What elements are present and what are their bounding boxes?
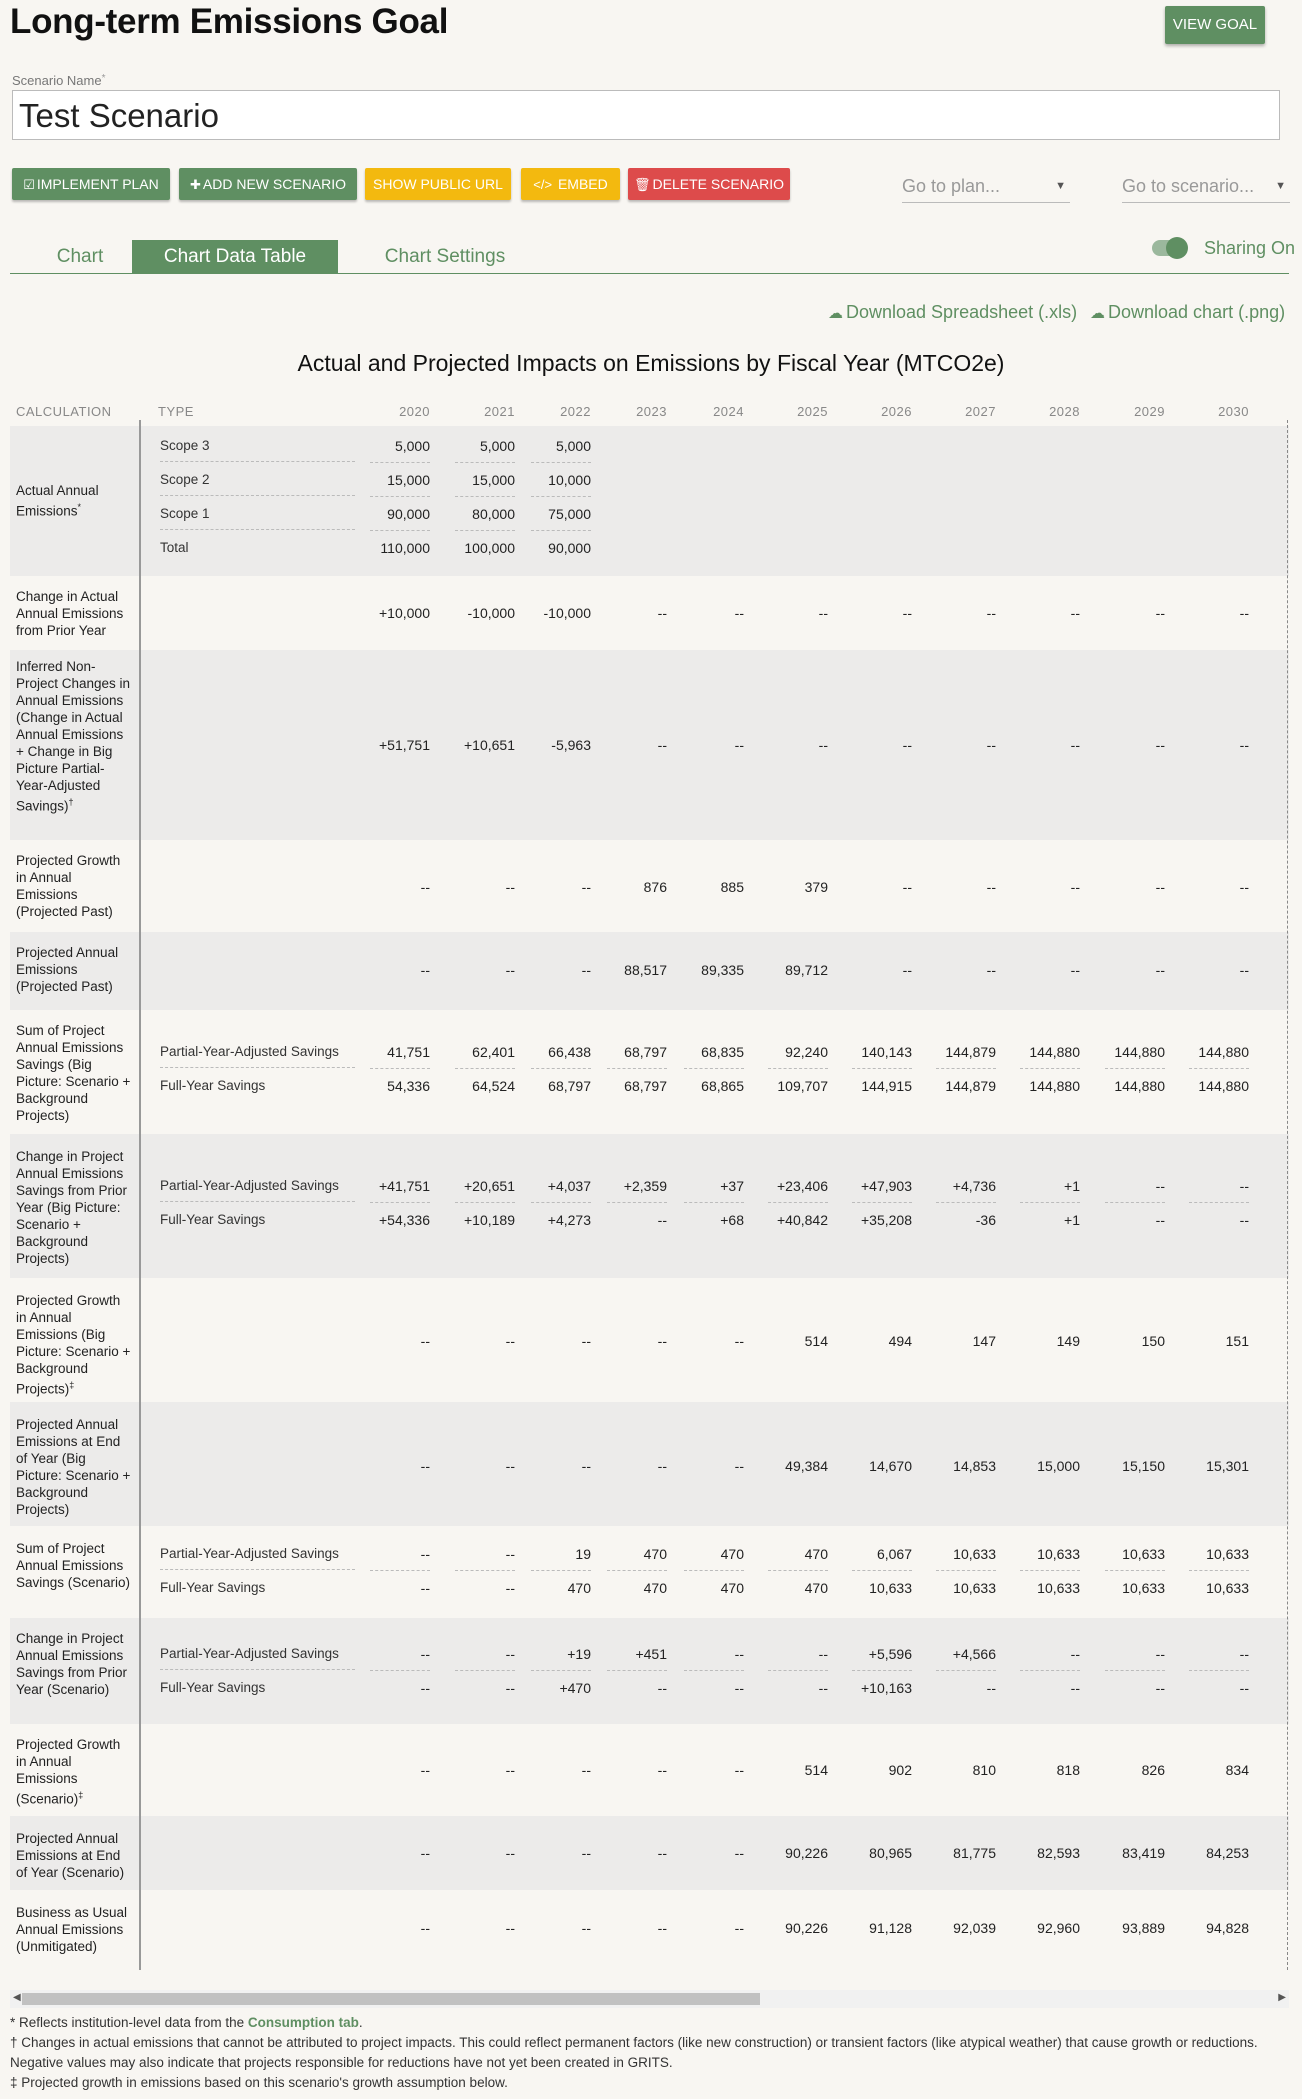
scenario-name-label: Scenario Name* <box>12 73 106 88</box>
checkbox-icon: ☑ <box>23 177 35 192</box>
table-cell: 62,401 <box>455 1044 515 1069</box>
row-label <box>16 944 131 995</box>
table-cell: 818 <box>1056 1762 1080 1778</box>
row-label-text: Inferred Non-Project Changes in Annual Emissions (Change in Actual Annual Emissions + Change in Big Picture Partial-Year-Adjusted Savings) <box>16 659 131 814</box>
row-label <box>16 588 131 639</box>
table-cell: 144,880 <box>1020 1044 1080 1069</box>
table-cell: -- <box>657 737 667 753</box>
row-label-text: Projected Annual Emissions at End of Year (Scenario) <box>16 1831 125 1880</box>
table-cell: 10,633 <box>1105 1546 1165 1571</box>
header-year-2029: 2029 <box>1134 404 1165 419</box>
table-cell: -- <box>1070 1680 1080 1696</box>
footnote-mark: * <box>77 502 82 512</box>
row-label-text: Sum of Project Annual Emissions Savings (Scenario) <box>16 1541 131 1590</box>
table-cell: -- <box>986 737 996 753</box>
table-cell: +451 <box>607 1646 667 1671</box>
header-year-2025: 2025 <box>797 404 828 419</box>
table-cell: -- <box>420 1845 430 1861</box>
table-cell: -- <box>505 879 515 895</box>
download-chart-link[interactable]: ☁ Download chart (.png) <box>1090 300 1285 326</box>
table-cell: +10,163 <box>861 1680 912 1696</box>
tab-bar <box>10 240 1289 274</box>
table-cell: 834 <box>1225 1762 1249 1778</box>
table-cell: -- <box>986 1680 996 1696</box>
table-cell: 83,419 <box>1122 1845 1165 1861</box>
row-type: Partial-Year-Adjusted Savings <box>160 1546 355 1570</box>
footnote-mark: ‡ <box>78 1790 84 1800</box>
table-cell: -- <box>986 962 996 978</box>
table-cell: 89,335 <box>701 962 744 978</box>
table-cell: 10,633 <box>1206 1580 1249 1596</box>
row-type: Total <box>160 540 189 555</box>
footnote-mark: ‡ <box>69 1380 75 1390</box>
table-cell: +20,651 <box>455 1178 515 1203</box>
row-type: Scope 2 <box>160 472 355 496</box>
row-label <box>16 852 131 920</box>
tab-chart[interactable]: Chart <box>56 246 104 267</box>
tab-chart-data-table[interactable]: Chart Data Table <box>132 240 338 273</box>
header-year-2030: 2030 <box>1218 404 1249 419</box>
add-scenario-button[interactable]: ✚ ADD NEW SCENARIO <box>179 168 357 200</box>
caret-down-icon: ▼ <box>1055 180 1066 192</box>
table-cell: -36 <box>975 1212 996 1228</box>
table-cell: +4,566 <box>936 1646 996 1671</box>
table-cell: -- <box>1155 962 1165 978</box>
table-cell: -- <box>657 1680 667 1696</box>
table-cell: 149 <box>1056 1333 1080 1349</box>
scrollbar-thumb[interactable] <box>22 1993 760 2005</box>
table-cell: 93,889 <box>1122 1920 1165 1936</box>
toggle-knob <box>1166 237 1188 259</box>
table-cell: 470 <box>804 1580 828 1596</box>
table-cell: 54,336 <box>387 1078 430 1094</box>
table-cell: 470 <box>684 1546 744 1571</box>
table-cell: 88,517 <box>624 962 667 978</box>
table-cell: 150 <box>1141 1333 1165 1349</box>
scroll-left-icon[interactable]: ◀ <box>13 1992 21 2003</box>
table-cell: 144,880 <box>1189 1044 1249 1069</box>
table-cell: -- <box>1189 1646 1249 1671</box>
table-cell: -- <box>505 1762 515 1778</box>
table-cell: 494 <box>888 1333 912 1349</box>
table-cell: 144,880 <box>1198 1078 1249 1094</box>
table-cell: -- <box>505 1680 515 1696</box>
horizontal-scrollbar[interactable] <box>10 1990 1289 2008</box>
row-type: Full-Year Savings <box>160 1580 266 1595</box>
table-cell: +41,751 <box>370 1178 430 1203</box>
table-row <box>10 1134 1289 1278</box>
table-cell: 19 <box>531 1546 591 1571</box>
table-cell: +68 <box>720 1212 744 1228</box>
footnote-mark: † <box>68 797 74 807</box>
table-cell: 826 <box>1141 1762 1165 1778</box>
table-cell: 5,000 <box>531 438 591 463</box>
row-label-text: Change in Project Annual Emissions Savings from Prior Year (Scenario) <box>16 1631 128 1697</box>
table-cell: -- <box>1105 1646 1165 1671</box>
scenario-name-input[interactable]: Test Scenario <box>12 90 1280 140</box>
row-label-text: Sum of Project Annual Emissions Savings (Big Picture: Scenario + Background Projects) <box>16 1023 131 1123</box>
row-type: Partial-Year-Adjusted Savings <box>160 1044 355 1068</box>
embed-button[interactable]: </> EMBED <box>521 168 620 200</box>
table-cell: -- <box>734 1680 744 1696</box>
table-cell: 80,965 <box>869 1845 912 1861</box>
header-year-2028: 2028 <box>1049 404 1080 419</box>
table-cell: 15,150 <box>1122 1458 1165 1474</box>
table-cell: -- <box>505 1920 515 1936</box>
sharing-toggle[interactable] <box>1152 240 1186 256</box>
table-cell: 470 <box>643 1580 667 1596</box>
header-year-2024: 2024 <box>713 404 744 419</box>
table-cell: 885 <box>720 879 744 895</box>
row-label-text: Business as Usual Annual Emissions (Unmitigated) <box>16 1905 128 1954</box>
table-cell: 68,835 <box>684 1044 744 1069</box>
table-cell: -- <box>734 1458 744 1474</box>
table-cell: -- <box>657 1845 667 1861</box>
footnote-double-dagger: ‡ Projected growth in emissions based on this scenario's growth assumption below. <box>10 2075 508 2090</box>
table-cell: -- <box>1155 1680 1165 1696</box>
row-label-text: Change in Actual Annual Emissions from Prior Year <box>16 589 124 638</box>
table-cell: -- <box>370 1546 430 1571</box>
table-cell: 10,633 <box>869 1580 912 1596</box>
table-cell: +4,273 <box>547 1212 591 1228</box>
tab-chart-settings[interactable]: Chart Settings <box>384 246 506 267</box>
go-to-plan-select[interactable]: Go to plan... ▼ <box>902 172 1070 203</box>
table-cell: 144,880 <box>1114 1078 1165 1094</box>
table-cell: -- <box>370 1646 430 1671</box>
table-cell: -- <box>818 1680 828 1696</box>
row-type: Full-Year Savings <box>160 1212 266 1227</box>
table-cell: -- <box>902 962 912 978</box>
row-label <box>16 1148 131 1267</box>
row-label <box>16 1292 131 1398</box>
table-cell: -- <box>986 879 996 895</box>
table-cell: 470 <box>607 1546 667 1571</box>
row-type: Scope 1 <box>160 506 355 530</box>
sharing-label: Sharing On <box>1204 238 1296 258</box>
table-cell: 15,000 <box>1037 1458 1080 1474</box>
table-cell: -- <box>1155 879 1165 895</box>
table-cell: 5,000 <box>370 438 430 463</box>
table-cell: -- <box>1155 605 1165 621</box>
table-cell: -- <box>1239 879 1249 895</box>
table-cell: +35,208 <box>861 1212 912 1228</box>
table-cell: -- <box>1070 737 1080 753</box>
table-cell: 151 <box>1225 1333 1249 1349</box>
table-cell: 90,000 <box>370 506 430 531</box>
table-cell: 41,751 <box>370 1044 430 1069</box>
table-cell: +10,189 <box>464 1212 515 1228</box>
row-label-text: Projected Growth in Annual Emissions (Big Picture: Scenario + Background Projects) <box>16 1293 131 1397</box>
table-cell: -- <box>818 737 828 753</box>
table-cell: 144,879 <box>936 1044 996 1069</box>
table-cell: -- <box>657 1333 667 1349</box>
table-cell: -- <box>420 1920 430 1936</box>
row-type: Partial-Year-Adjusted Savings <box>160 1178 355 1202</box>
implement-plan-button[interactable]: ☑ IMPLEMENT PLAN <box>12 168 170 200</box>
table-cell: 902 <box>888 1762 912 1778</box>
table-cell: 14,853 <box>953 1458 996 1474</box>
table-cell: 49,384 <box>785 1458 828 1474</box>
table-cell: 90,226 <box>785 1845 828 1861</box>
table-cell: 109,707 <box>777 1078 828 1094</box>
table-cell: -- <box>455 1546 515 1571</box>
table-cell: 6,067 <box>852 1546 912 1571</box>
trash-icon: 🗑 <box>634 177 651 192</box>
table-cell: -- <box>902 879 912 895</box>
cloud-download-icon: ☁ <box>828 305 843 322</box>
table-cell: 68,797 <box>624 1078 667 1094</box>
header-year-2021: 2021 <box>484 404 515 419</box>
header-year-2023: 2023 <box>636 404 667 419</box>
table-cell: -- <box>505 1458 515 1474</box>
table-cell: -- <box>505 962 515 978</box>
table-cell: +19 <box>531 1646 591 1671</box>
row-label-text: Actual Annual Emissions <box>16 483 99 519</box>
table-cell: 140,143 <box>852 1044 912 1069</box>
table-cell: 81,775 <box>953 1845 996 1861</box>
table-cell: -10,000 <box>467 605 515 621</box>
table-cell: 5,000 <box>455 438 515 463</box>
table-cell: -- <box>581 1333 591 1349</box>
cloud-download-icon: ☁ <box>1090 305 1105 322</box>
row-label-text: Projected Annual Emissions (Projected Past) <box>16 945 119 994</box>
table-cell: 15,301 <box>1206 1458 1249 1474</box>
footnote-dagger: † Changes in actual emissions that cannot be attributed to project impacts. This could reflect permanent factors (like new construction) or transient factors (like atypical weather) that cause growth or reductions. Negative values may also indicate that projects responsible for reductions have not yet been created in GRITS. <box>10 2035 1258 2070</box>
table-cell: -- <box>505 1845 515 1861</box>
table-cell: -- <box>1105 1178 1165 1203</box>
plus-icon: ✚ <box>189 177 201 192</box>
row-label-text: Projected Growth in Annual Emissions (Scenario) <box>16 1737 121 1807</box>
scroll-right-icon[interactable]: ▶ <box>1278 1992 1286 2003</box>
table-row <box>10 1526 1289 1618</box>
row-label-text: Projected Growth in Annual Emissions (Projected Past) <box>16 853 121 919</box>
table-cell: -- <box>734 1845 744 1861</box>
table-cell: 82,593 <box>1037 1845 1080 1861</box>
table-cell: -- <box>684 1646 744 1671</box>
table-cell: -- <box>657 1920 667 1936</box>
table-cell: -5,963 <box>551 737 591 753</box>
table-cell: -- <box>734 605 744 621</box>
table-cell: -- <box>1239 1212 1249 1228</box>
table-cell: -- <box>420 879 430 895</box>
table-cell: +5,596 <box>852 1646 912 1671</box>
table-cell: 84,253 <box>1206 1845 1249 1861</box>
table-cell: 10,633 <box>953 1580 996 1596</box>
table-cell: -- <box>1070 962 1080 978</box>
table-cell: 66,438 <box>531 1044 591 1069</box>
table-cell: -10,000 <box>543 605 591 621</box>
view-goal-button[interactable]: VIEW GOAL <box>1165 6 1265 44</box>
row-label <box>16 1630 131 1698</box>
table-cell: +1 <box>1064 1212 1080 1228</box>
table-cell: -- <box>734 1333 744 1349</box>
table-cell: 10,633 <box>936 1546 996 1571</box>
table-cell: +54,336 <box>379 1212 430 1228</box>
row-type: Partial-Year-Adjusted Savings <box>160 1646 355 1670</box>
table-cell: 514 <box>804 1333 828 1349</box>
table-cell: 90,226 <box>785 1920 828 1936</box>
table-cell: 10,633 <box>1020 1546 1080 1571</box>
table-cell: +40,842 <box>777 1212 828 1228</box>
table-cell: 90,000 <box>548 540 591 556</box>
table-cell: 92,039 <box>953 1920 996 1936</box>
table-cell: 10,000 <box>531 472 591 497</box>
go-to-scenario-select[interactable]: Go to scenario... ▼ <box>1122 172 1290 203</box>
consumption-tab-link[interactable]: Consumption tab <box>247 2015 359 2030</box>
table-cell: -- <box>768 1646 828 1671</box>
table-cell: 89,712 <box>785 962 828 978</box>
header-year-2026: 2026 <box>881 404 912 419</box>
row-label <box>16 1416 131 1518</box>
table-cell: 10,633 <box>1037 1580 1080 1596</box>
table-cell: -- <box>657 1212 667 1228</box>
table-cell: +10,651 <box>464 737 515 753</box>
caret-down-icon: ▼ <box>1275 180 1286 192</box>
table-cell: -- <box>1070 879 1080 895</box>
table-cell: -- <box>581 1920 591 1936</box>
table-cell: -- <box>455 1646 515 1671</box>
row-label <box>16 1736 131 1808</box>
table-cell: 14,670 <box>869 1458 912 1474</box>
row-type: Scope 3 <box>160 438 355 462</box>
table-cell: -- <box>657 605 667 621</box>
table-cell: +4,736 <box>936 1178 996 1203</box>
table-cell: 68,865 <box>701 1078 744 1094</box>
header-calculation: CALCULATION <box>16 404 112 419</box>
row-label <box>16 482 131 520</box>
row-label <box>16 658 131 815</box>
footnote-star: * Reflects institution-level data from the Consumption tab. <box>10 2015 363 2030</box>
table-cell: +51,751 <box>379 737 430 753</box>
table-cell: 514 <box>804 1762 828 1778</box>
table-cell: 110,000 <box>380 540 430 556</box>
column-divider <box>139 420 141 1970</box>
table-row <box>10 1010 1289 1134</box>
table-cell: -- <box>1155 737 1165 753</box>
table-cell: -- <box>818 605 828 621</box>
table-cell: 810 <box>972 1762 996 1778</box>
table-cell: -- <box>1020 1646 1080 1671</box>
table-cell: -- <box>1070 605 1080 621</box>
scroll-edge <box>1287 420 1288 1970</box>
table-cell: 876 <box>643 879 667 895</box>
table-cell: -- <box>902 737 912 753</box>
download-spreadsheet-link[interactable]: ☁ Download Spreadsheet (.xls) <box>828 300 1077 326</box>
table-cell: -- <box>657 1458 667 1474</box>
table-cell: -- <box>420 1680 430 1696</box>
table-cell: -- <box>581 1458 591 1474</box>
row-label-text: Change in Project Annual Emissions Savings from Prior Year (Big Picture: Scenario + Background Projects) <box>16 1149 128 1266</box>
table-cell: -- <box>902 605 912 621</box>
table-cell: 92,240 <box>768 1044 828 1069</box>
table-cell: -- <box>420 1762 430 1778</box>
table-cell: 15,000 <box>455 472 515 497</box>
table-cell: +4,037 <box>531 1178 591 1203</box>
table-cell: -- <box>420 962 430 978</box>
table-cell: -- <box>505 1580 515 1596</box>
table-cell: -- <box>734 1920 744 1936</box>
table-cell: 64,524 <box>472 1078 515 1094</box>
row-label-text: Projected Annual Emissions at End of Year (Big Picture: Scenario + Background Projects) <box>16 1417 131 1517</box>
table-cell: 68,797 <box>548 1078 591 1094</box>
table-cell: +37 <box>684 1178 744 1203</box>
table-cell: -- <box>734 1762 744 1778</box>
header-year-2027: 2027 <box>965 404 996 419</box>
row-type: Full-Year Savings <box>160 1078 266 1093</box>
table-cell: -- <box>1239 1680 1249 1696</box>
row-label <box>16 1830 131 1881</box>
header-year-2020: 2020 <box>399 404 430 419</box>
table-cell: 10,633 <box>1122 1580 1165 1596</box>
table-cell: +47,903 <box>852 1178 912 1203</box>
table-cell: 94,828 <box>1206 1920 1249 1936</box>
table-cell: 144,879 <box>945 1078 996 1094</box>
table-cell: +470 <box>559 1680 591 1696</box>
row-label <box>16 1540 131 1591</box>
table-cell: 80,000 <box>455 506 515 531</box>
table-cell: 144,915 <box>861 1078 912 1094</box>
header-year-2022: 2022 <box>560 404 591 419</box>
table-cell: +10,000 <box>379 605 430 621</box>
table-cell: -- <box>1155 1212 1165 1228</box>
table-cell: 470 <box>768 1546 828 1571</box>
table-cell: -- <box>657 1762 667 1778</box>
table-cell: 100,000 <box>464 540 515 556</box>
code-icon: </> <box>533 177 553 192</box>
table-cell: 92,960 <box>1037 1920 1080 1936</box>
table-cell: 147 <box>972 1333 996 1349</box>
delete-scenario-button[interactable]: 🗑 DELETE SCENARIO <box>628 168 790 200</box>
table-cell: -- <box>581 1762 591 1778</box>
table-cell: -- <box>1239 962 1249 978</box>
table-cell: -- <box>505 1333 515 1349</box>
table-cell: 75,000 <box>531 506 591 531</box>
table-cell: 15,000 <box>370 472 430 497</box>
table-cell: 470 <box>567 1580 591 1596</box>
table-cell: -- <box>1239 737 1249 753</box>
page-title: Long-term Emissions Goal <box>10 2 449 41</box>
table-cell: -- <box>986 605 996 621</box>
table-cell: -- <box>1239 605 1249 621</box>
table-cell: -- <box>420 1458 430 1474</box>
table-cell: 68,797 <box>607 1044 667 1069</box>
show-public-url-button[interactable]: SHOW PUBLIC URL <box>365 168 511 200</box>
row-label <box>16 1022 131 1124</box>
table-cell: 91,128 <box>869 1920 912 1936</box>
row-label <box>16 1904 131 1955</box>
row-type: Full-Year Savings <box>160 1680 266 1695</box>
table-cell: +1 <box>1020 1178 1080 1203</box>
table-cell: -- <box>734 737 744 753</box>
table-cell: 144,880 <box>1029 1078 1080 1094</box>
table-cell: 10,633 <box>1189 1546 1249 1571</box>
table-cell: 144,880 <box>1105 1044 1165 1069</box>
table-title: Actual and Projected Impacts on Emissions by Fiscal Year (MTCO2e) <box>297 350 1005 376</box>
table-row <box>10 1618 1289 1724</box>
table-cell: 379 <box>804 879 828 895</box>
table-cell: -- <box>581 879 591 895</box>
table-cell: +2,359 <box>607 1178 667 1203</box>
table-cell: -- <box>420 1580 430 1596</box>
header-type: TYPE <box>158 404 194 419</box>
table-cell: -- <box>581 1845 591 1861</box>
table-cell: 470 <box>720 1580 744 1596</box>
table-cell: -- <box>420 1333 430 1349</box>
table-cell: +23,406 <box>768 1178 828 1203</box>
table-cell: -- <box>581 962 591 978</box>
table-cell: -- <box>1189 1178 1249 1203</box>
